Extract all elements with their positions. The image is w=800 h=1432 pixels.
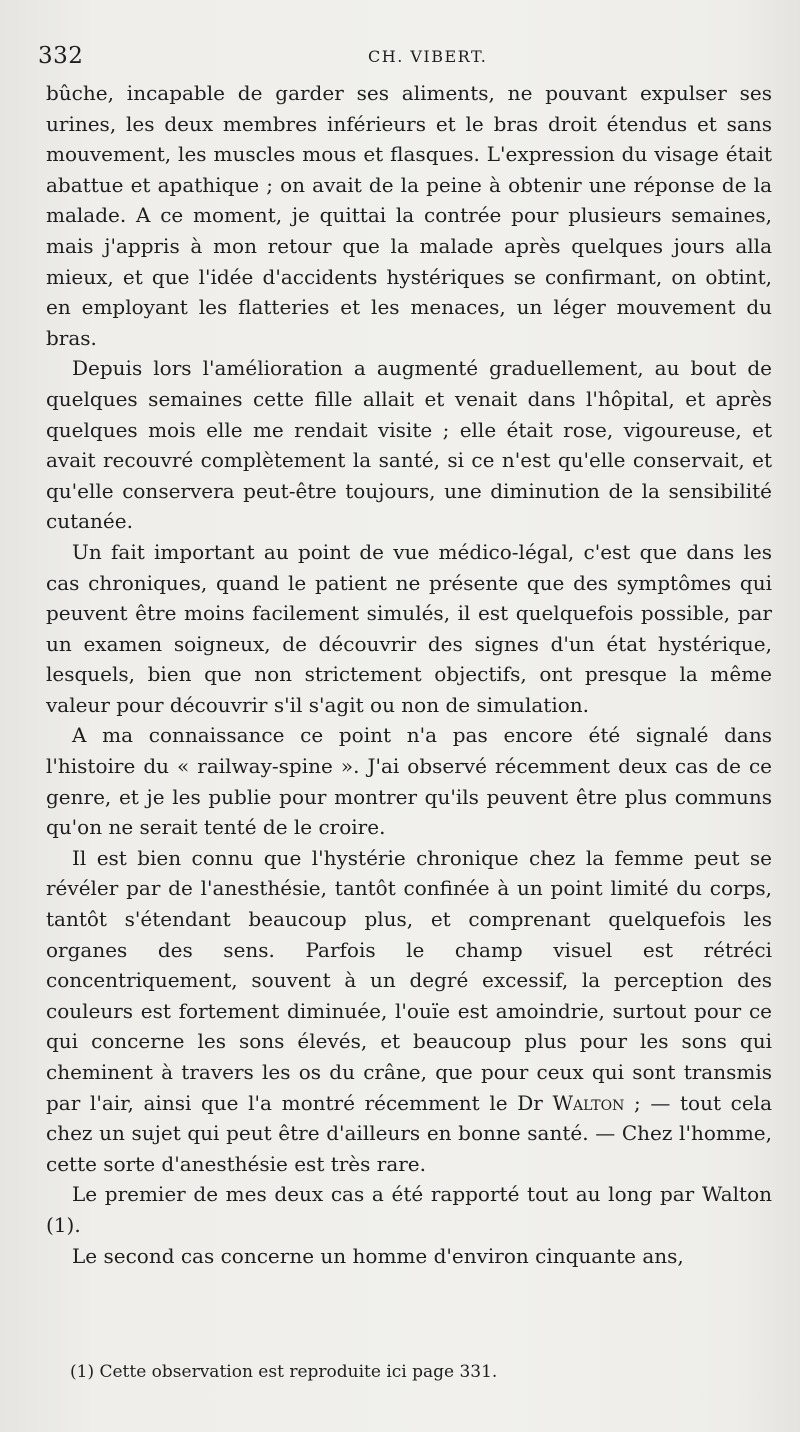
running-head: CH. VIBERT. [368, 47, 488, 66]
paragraph-text: ; — tout cela chez un sujet qui peut être d'ailleurs en bonne santé. — Chez l'homme, cette sorte d'anesthésie est très rare. [46, 1090, 772, 1176]
page-number: 332 [38, 43, 84, 69]
paragraph-text: Il est bien connu que l'hystérie chronique chez la femme peut se révéler par de l'anesthésie, tantôt confinée à un point limité du corps, tantôt s'étendant beaucoup plus, et comprenant quelquefois les organes des sens. Parfois le champ visuel est rétréci concentriquement, souvent à un degré excessif, la perception des couleurs est fortement diminuée, l'ouïe est amoindrie, surtout pour ce qui concerne les sons élevés, et beaucoup plus pour les sons qui cheminent à travers les os du crâne, que pour ceux qui sont transmis par l'air, ainsi que l'a montré récemment le Dr [46, 845, 772, 1115]
paragraph [46, 843, 772, 1180]
footnote: (1) Cette observation est reproduite ici page 331. [70, 1362, 498, 1382]
paragraph: Le premier de mes deux cas a été rapporté tout au long par Walton (1). [46, 1182, 772, 1237]
paragraph: Depuis lors l'amélioration a augmenté graduellement, au bout de quelques semaines cette fille allait et venait dans l'hôpital, et après quelques mois elle me rendait visite ; elle était rose, vigoureuse, et avait recouvré complètement la santé, si ce n'est qu'elle conservait, et qu'elle conservera peut-être toujours, une diminution de la sensibilité cutanée. [46, 356, 772, 534]
paragraph: Le second cas concerne un homme d'environ cinquante ans, [72, 1243, 684, 1268]
paragraph-continuation: bûche, incapable de garder ses aliments, ne pouvant expulser ses urines, les deux membres inférieurs et le bras droit étendus et sans mouvement, les muscles mous et flasques. L'expression du visage était abattue et apathique ; on avait de la peine à obtenir une réponse de la malade. A ce moment, je quittai la contrée pour plusieurs semaines, mais j'appris à mon retour que la malade après quelques jours alla mieux, et que l'idée d'accidents hystériques se confirmant, on obtint, en employant les flatteries et les menaces, un léger mouvement du bras. [46, 81, 772, 350]
paragraph: Un fait important au point de vue médico-légal, c'est que dans les cas chroniques, quand le patient ne présente que des symptômes qui peuvent être moins facilement simulés, il est quelquefois possible, par un examen soigneux, de découvrir des signes d'un état hystérique, lesquels, bien que non strictement objectifs, ont presque la même valeur pour découvrir s'il s'agit ou non de simulation. [46, 539, 772, 717]
body-text [46, 78, 772, 1271]
author-name-smallcaps: Walton [552, 1090, 625, 1115]
page-header [38, 42, 768, 72]
paragraph: A ma connaissance ce point n'a pas encore été signalé dans l'histoire du « railway-spine ». J'ai observé récemment deux cas de ce genre, et je les publie pour montrer qu'ils peuvent être plus communs qu'on ne serait tenté de le croire. [46, 723, 772, 840]
